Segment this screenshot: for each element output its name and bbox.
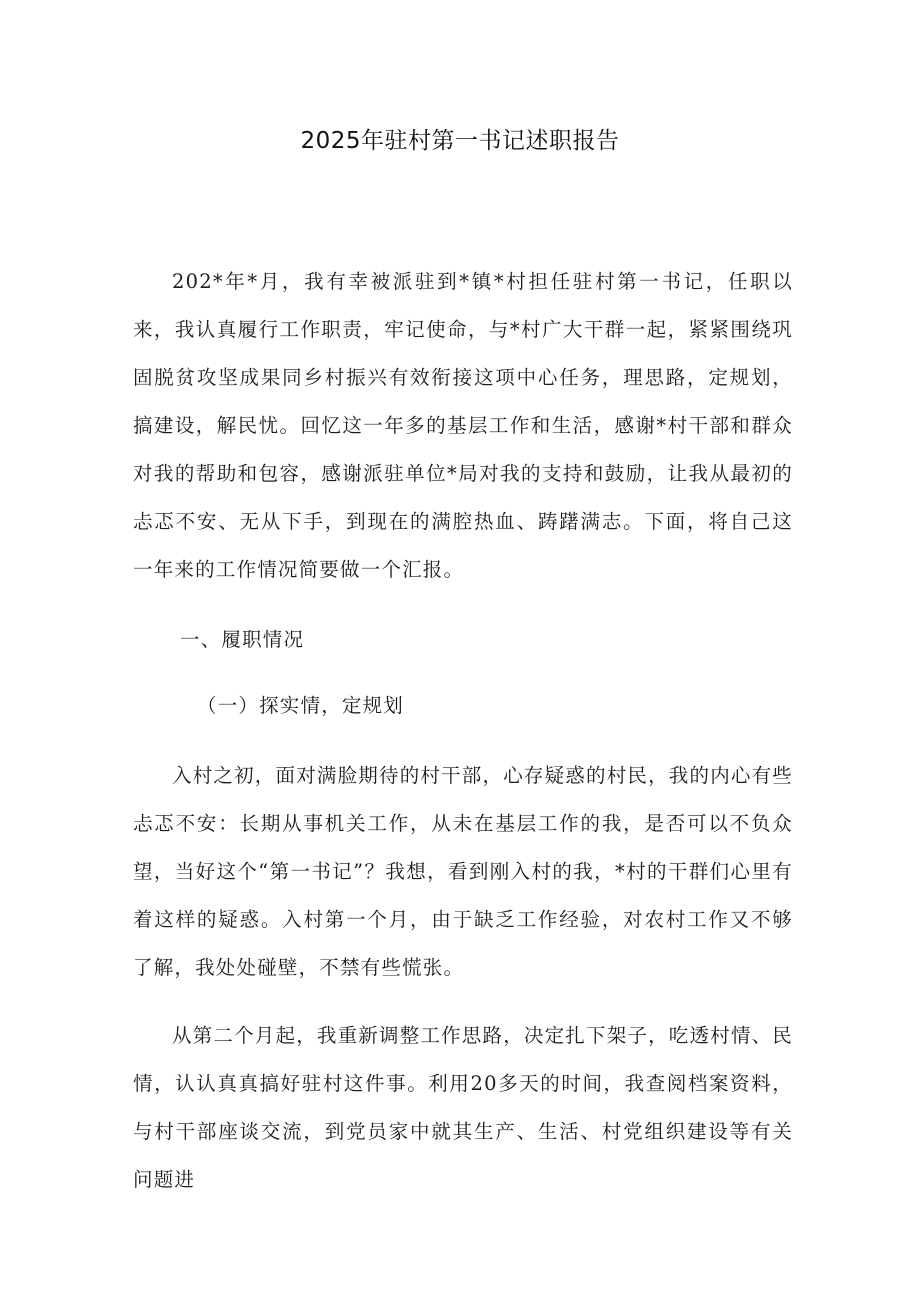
intro-paragraph-block [133, 258, 793, 594]
section-heading: 一、履职情况 [180, 628, 305, 651]
paragraph-block-2 [133, 752, 793, 992]
body-paragraph: 从第二个月起，我重新调整工作思路，决定扎下架子，吃透村情、民情，认认真真搞好驻村这件事。利用20多天的时间，我查阅档案资料，与村干部座谈交流，到党员家中就其生产、生活、村党组织建设等有关问题进 [133, 1024, 794, 1191]
intro-paragraph: 202*年*月，我有幸被派驻到*镇*村担任驻村第一书记，任职以来，我认真履行工作职责，牢记使命，与*村广大干群一起，紧紧围绕巩固脱贫攻坚成果同乡村振兴有效衔接这项中心任务，理思路，定规划，搞建设，解民忧。回忆这一年多的基层工作和生活，感谢*村干部和群众对我的帮助和包容，感谢派驻单位*局对我的支持和鼓励，让我从最初的忐忑不安、无从下手，到现在的满腔热血、踌躇满志。下面，将自己这一年来的工作情况简要做一个汇报。 [133, 270, 793, 581]
body-paragraph: 入村之初，面对满脸期待的村干部，心存疑惑的村民，我的内心有些忐忑不安：长期从事机关工作，从未在基层工作的我，是否可以不负众望，当好这个“第一书记”？我想，看到刚入村的我，*村的干群们心里有着这样的疑惑。入村第一个月，由于缺乏工作经验，对农村工作又不够了解，我处处碰壁，不禁有些慌张。 [133, 764, 794, 979]
subsection-heading: （一）探实情，定规划 [197, 694, 405, 717]
paragraph-block-3 [133, 1012, 793, 1204]
document-title: 2025年驻村第一书记述职报告 [300, 128, 620, 154]
